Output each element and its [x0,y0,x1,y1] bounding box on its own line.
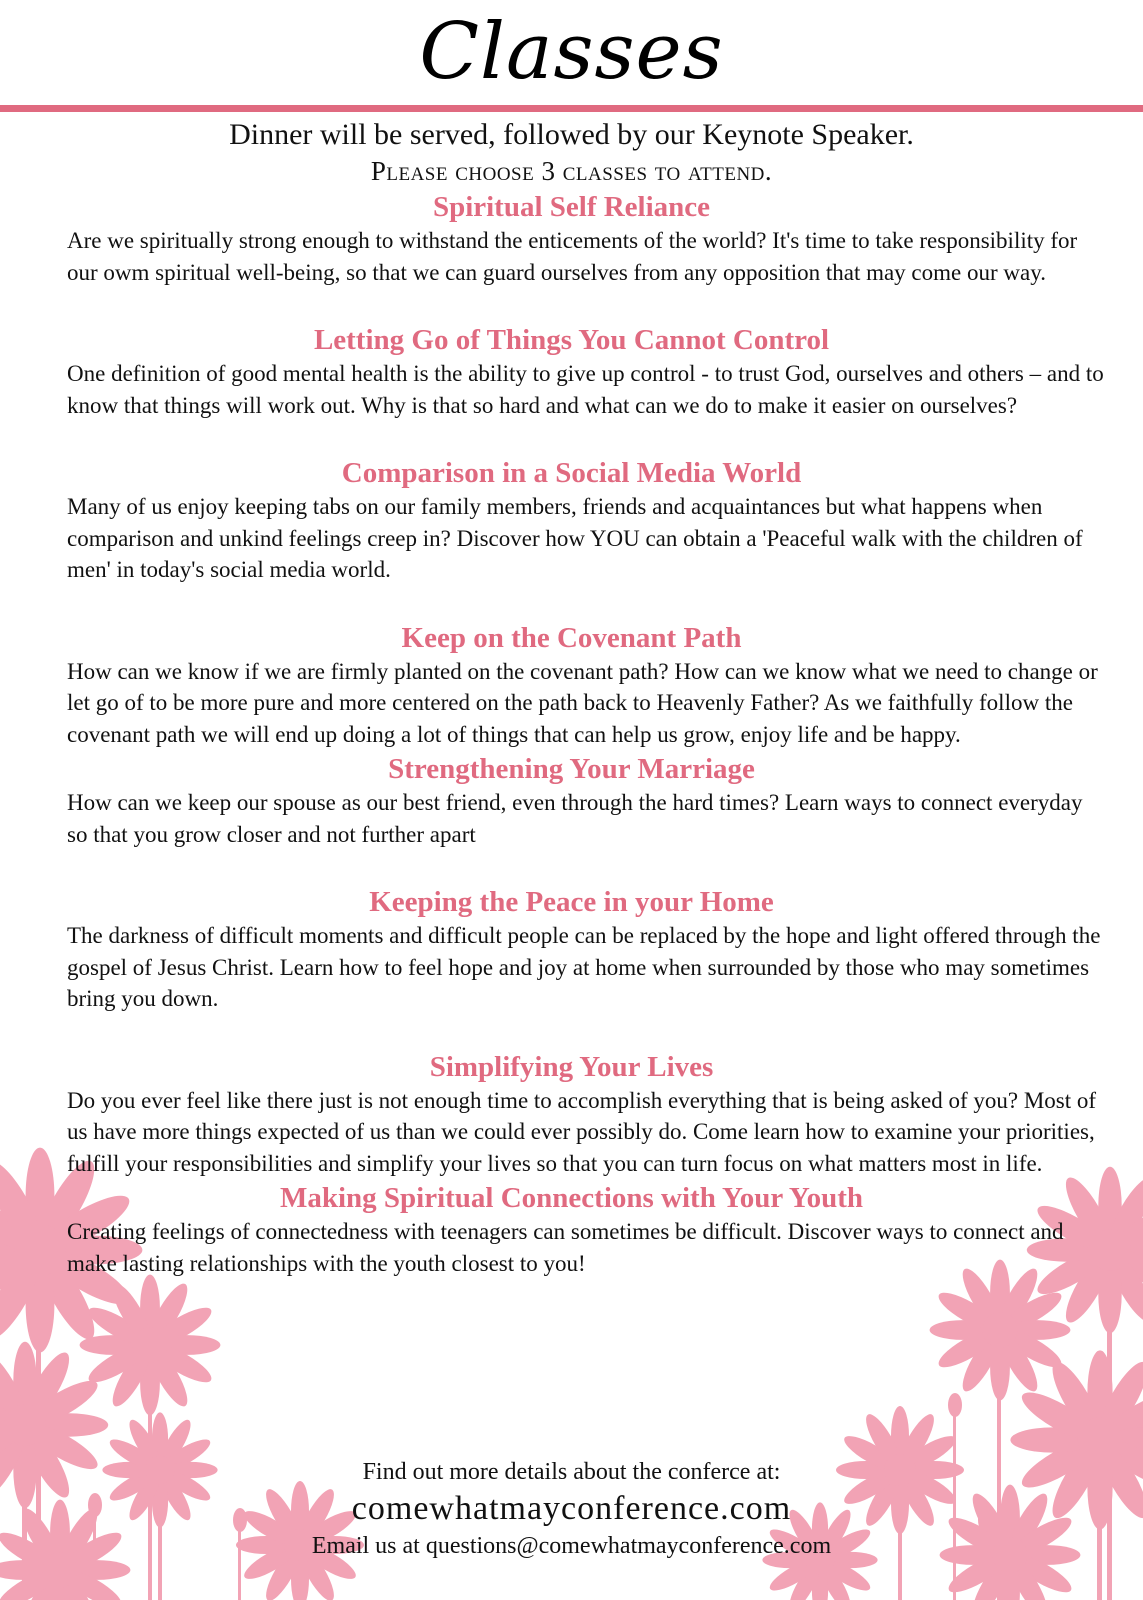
title-divider [0,105,1143,112]
class-title: Keep on the Covenant Path [401,621,742,654]
page-title: Classes [419,7,724,97]
intro-instruction: Please choose 3 classes to attend. [370,156,773,186]
class-title: Comparison in a Social Media World [341,457,802,489]
class-description: Are we spiritually strong enough to withstand the enticements of the world? It's time to take responsibility for our owm spiritual well-being, so that we can guard ourselves from any opposition that may come our way. [67,228,1078,285]
class-title: Letting Go of Things You Cannot Control [313,324,830,356]
class-item-youth-connections [0,1180,1143,1279]
class-title: Strengthening Your Marriage [388,753,755,785]
class-description: One definition of good mental health is the ability to give up control - to trust God, ourselves and others – and to know that things will work out. Why is that so hard and what can we do to make it easier on ourselves? [67,361,1104,418]
footer-contact [0,1456,1143,1562]
website-link[interactable]: comewhatmayconference.com [351,1490,792,1527]
intro-dinner-line: Dinner will be served, followed by our Keynote Speaker. [229,118,914,151]
class-item-spiritual-self-reliance [0,189,1143,288]
class-title: Making Spiritual Connections with Your Youth [279,1182,864,1214]
class-item-simplifying-lives [0,1049,1143,1180]
class-item-letting-go [0,322,1143,421]
footer-lead-text: Find out more details about the conferce at: [362,1459,781,1485]
class-description: Creating feelings of connectedness with teenagers can sometimes be difficult. Discover ways to connect and make lasting relationships with the youth closest to you! [67,1219,1064,1276]
class-description: How can we know if we are firmly planted on the covenant path? How can we know what we need to change or let go of to be more pure and more centered on the path back to Heavenly Father? As we faithfully follow the covenant path we will end up doing a lot of things that can help us grow, enjoy life and be happy. [67,658,1098,747]
class-item-covenant-path [0,620,1143,751]
class-title: Spiritual Self Reliance [432,191,711,223]
class-description: How can we keep our spouse as our best friend, even through the hard times? Learn ways to connect everyday so that you grow closer and not further apart [67,790,1083,847]
class-item-peace-in-home [0,884,1143,1015]
class-item-strengthening-marriage [0,751,1143,850]
class-list [0,189,1143,1279]
class-description: Many of us enjoy keeping tabs on our family members, friends and acquaintances but what happens when comparison and unkind feelings creep in? Discover how YOU can obtain a 'Peaceful walk with the children of men' in today's social media world. [67,494,1083,582]
email-contact[interactable]: Email us at questions@comewhatmayconference.com [311,1533,832,1559]
class-item-comparison-social-media [0,455,1143,586]
class-description: Do you ever feel like there just is not enough time to accomplish everything that is being asked of you? Most of us have more things expected of us than we could ever possibly do. Come learn how to examine your priorities, fulfill your responsibilities and simplify your lives so that you can turn focus on what matters most in life. [67,1087,1097,1176]
class-title: Simplifying Your Lives [429,1050,714,1083]
class-description: The darkness of difficult moments and difficult people can be replaced by the hope and light offered through the gospel of Jesus Christ. Learn how to feel hope and joy at home when surrounded by those who may sometimes bring you down. [67,923,1101,1011]
class-title: Keeping the Peace in your Home [369,886,774,918]
